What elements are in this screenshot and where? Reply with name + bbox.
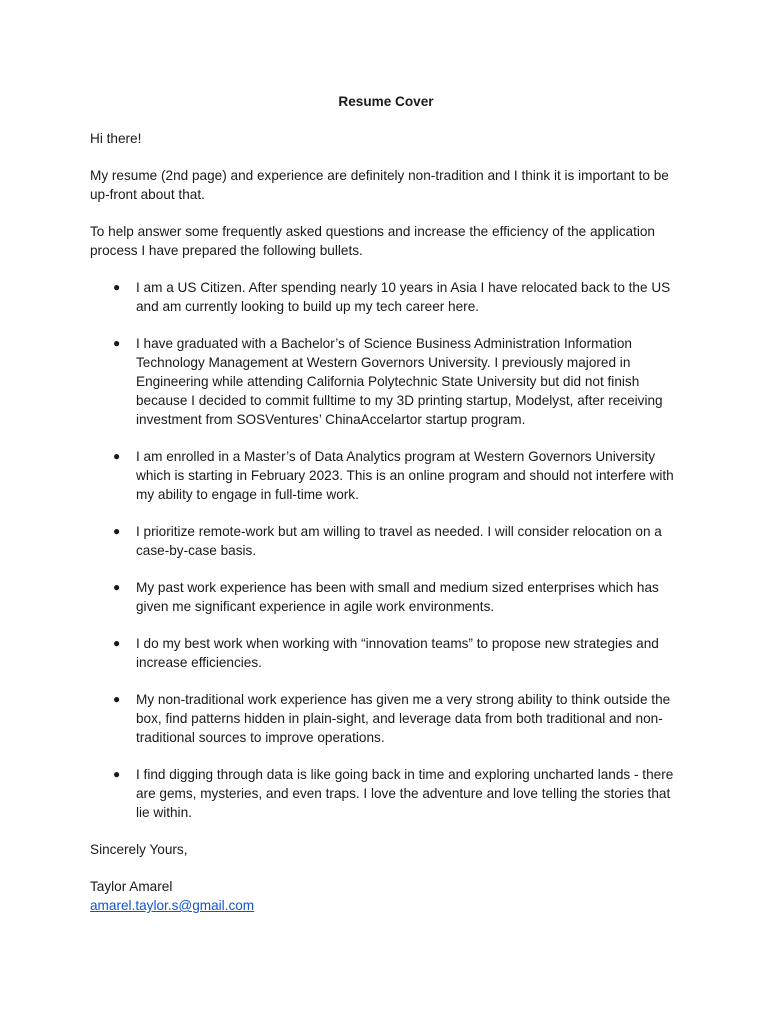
bullet-dot-icon: ● [113, 692, 121, 706]
bullet-item [90, 447, 682, 504]
bullet-dot-icon: ● [113, 524, 121, 538]
bullet-text: My non-traditional work experience has given me a very strong ability to think outside the box, find patterns hidden in plain-sight, and leverage data from both traditional and non-traditional sources to improve operations. [136, 692, 671, 745]
bullet-text: I have graduated with a Bachelor’s of Science Business Administration Information Technology Management at Western Governors University. I previously majored in Engineering while attending California Polytechnic State University but did not finish because I decided to commit fulltime to my 3D printing startup, Modelyst, after receiving investment from SOSVentures’ ChinaAccelartor startup program. [136, 336, 663, 427]
signoff: Sincerely Yours, [90, 842, 188, 857]
bullet-item [90, 690, 682, 747]
bullet-item [90, 578, 682, 616]
purpose-paragraph: To help answer some frequently asked questions and increase the efficiency of the application process I have prepared the following bullets. [90, 224, 655, 258]
bullet-text: I am enrolled in a Master’s of Data Analytics program at Western Governors University which is starting in February 2023. This is an online program and should not interfere with my ability to engage in full-time work. [136, 449, 674, 502]
bullet-text: I find digging through data is like going back in time and exploring uncharted lands - there are gems, mysteries, and even traps. I love the adventure and love telling the stories that lie within. [136, 767, 674, 820]
bullet-dot-icon: ● [113, 336, 121, 350]
document-page [90, 92, 682, 915]
bullet-item [90, 634, 682, 672]
greeting: Hi there! [90, 131, 142, 146]
bullet-item [90, 765, 682, 822]
bullet-dot-icon: ● [113, 449, 121, 463]
bullet-dot-icon: ● [113, 280, 121, 294]
bullet-list [90, 278, 682, 822]
bullet-text: I prioritize remote-work but am willing to travel as needed. I will consider relocation on a case-by-case basis. [136, 524, 662, 558]
bullet-text: My past work experience has been with small and medium sized enterprises which has given me significant experience in agile work environments. [136, 580, 659, 614]
bullet-item [90, 278, 682, 316]
bullet-item [90, 334, 682, 429]
bullet-dot-icon: ● [113, 580, 121, 594]
bullet-dot-icon: ● [113, 767, 121, 781]
bullet-text: I am a US Citizen. After spending nearly 10 years in Asia I have relocated back to the US and am currently looking to build up my tech career here. [136, 280, 671, 314]
intro-paragraph: My resume (2nd page) and experience are definitely non-tradition and I think it is important to be up-front about that. [90, 168, 669, 202]
document-title: Resume Cover [338, 94, 434, 109]
signature-name: Taylor Amarel [90, 879, 173, 894]
bullet-dot-icon: ● [113, 636, 121, 650]
bullet-item [90, 522, 682, 560]
email-link[interactable]: amarel.taylor.s@gmail.com [90, 898, 255, 913]
bullet-text: I do my best work when working with “innovation teams” to propose new strategies and increase efficiencies. [136, 636, 659, 670]
